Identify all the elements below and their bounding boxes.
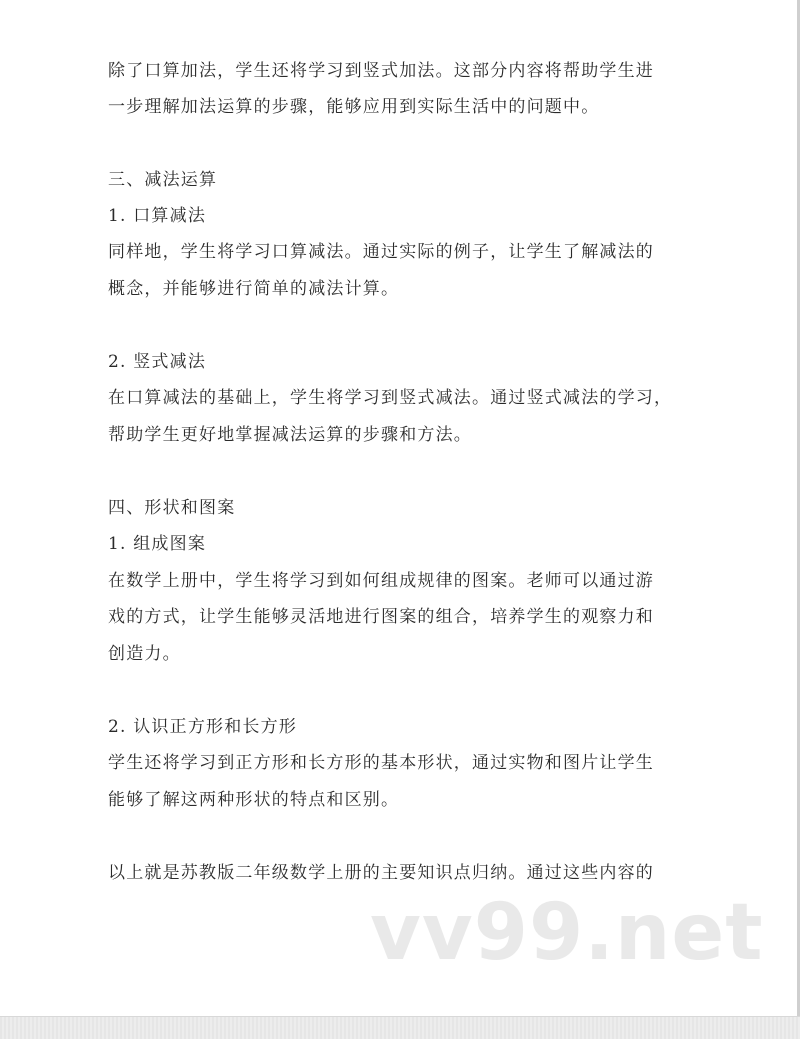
paragraph-line: 同样地，学生将学习口算减法。通过实际的例子，让学生了解减法的 [108,242,654,262]
paragraph-line: 在口算减法的基础上，学生将学习到竖式减法。通过竖式减法的学习， [108,388,673,408]
paragraph-line: 一步理解加法运算的步骤，能够应用到实际生活中的问题中。 [108,97,600,117]
paragraph-line: 概念，并能够进行简单的减法计算。 [108,279,400,299]
section-heading: 三、减法运算 [108,170,218,190]
section-heading: 四、形状和图案 [108,498,236,518]
subsection-heading: 1. 口算减法 [108,206,207,226]
paragraph-line: 学生还将学习到正方形和长方形的基本形状，通过实物和图片让学生 [108,753,654,773]
paragraph-line: 创造力。 [108,644,181,664]
watermark: vv99.net [370,888,764,978]
paragraph-line: 戏的方式，让学生能够灵活地进行图案的组合，培养学生的观察力和 [108,607,654,627]
paragraph-line: 能够了解这两种形状的特点和区别。 [108,790,400,810]
subsection-heading: 1. 组成图案 [108,534,207,554]
paragraph-line: 帮助学生更好地掌握减法运算的步骤和方法。 [108,425,472,445]
paragraph-line: 以上就是苏教版二年级数学上册的主要知识点归纳。通过这些内容的 [108,863,654,883]
bottom-scroll-strip [0,1016,800,1039]
subsection-heading: 2. 认识正方形和长方形 [108,717,298,737]
paragraph-line: 除了口算加法，学生还将学习到竖式加法。这部分内容将帮助学生进 [108,61,654,81]
paragraph-line: 在数学上册中，学生将学习到如何组成规律的图案。老师可以通过游 [108,571,654,591]
subsection-heading: 2. 竖式减法 [108,352,207,372]
